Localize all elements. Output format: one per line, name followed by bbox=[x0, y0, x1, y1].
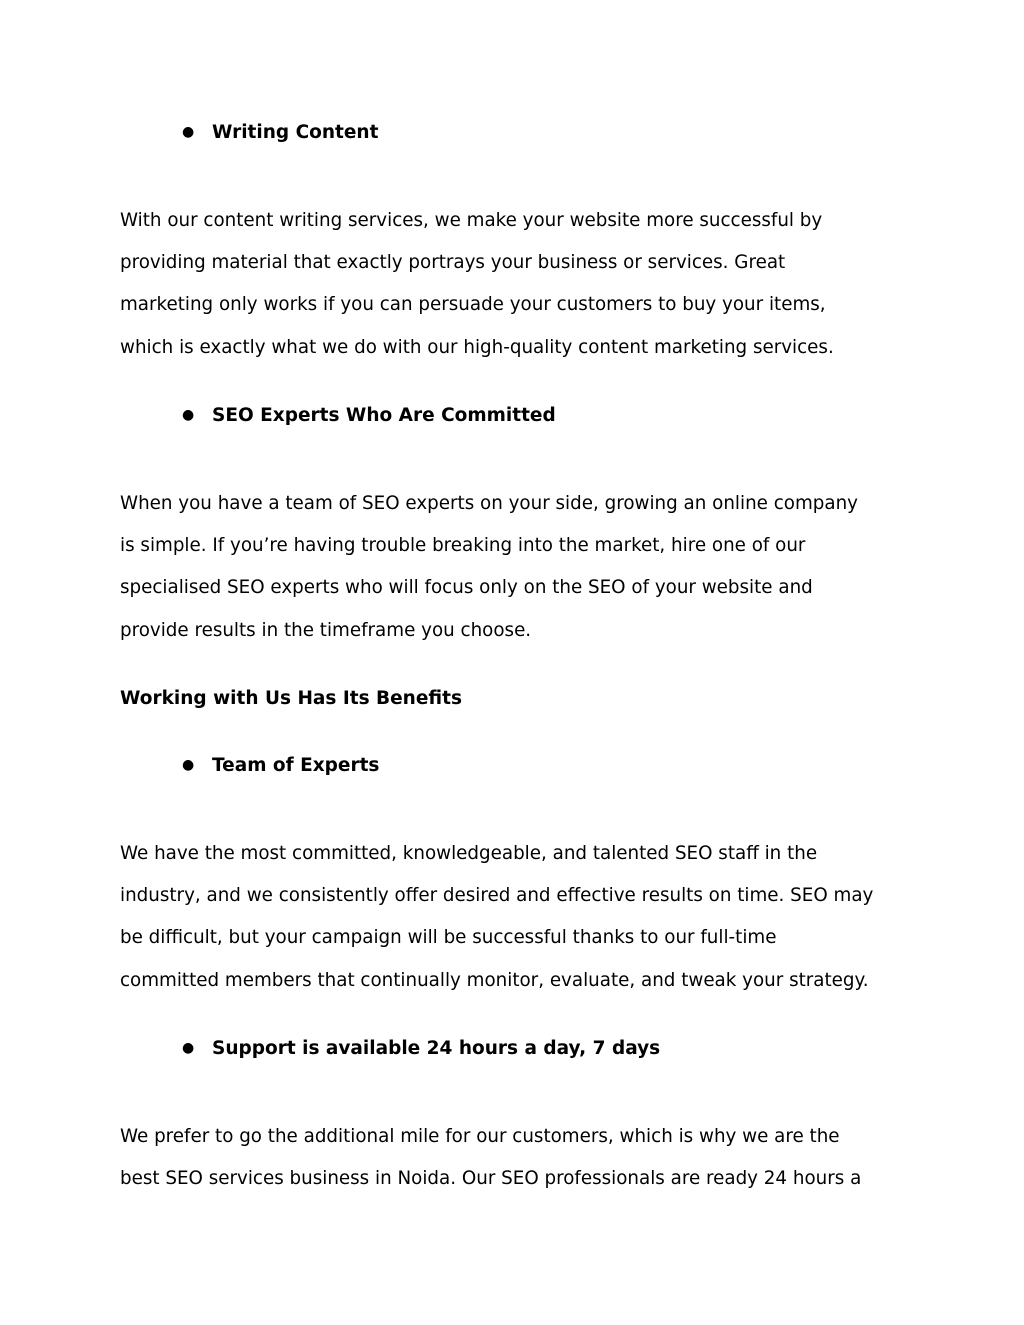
bullet-heading-seo-experts bbox=[182, 401, 556, 429]
bullet-icon: ● bbox=[182, 124, 195, 140]
paragraph-line: With our content writing services, we make your website more successful by bbox=[120, 210, 823, 231]
section-heading-benefits: Working with Us Has Its Benefits bbox=[120, 687, 462, 709]
paragraph-line: industry, and we consistently offer desired and effective results on time. SEO may bbox=[120, 885, 874, 907]
paragraph-line: provide results in the timeframe you choose. bbox=[120, 619, 532, 641]
heading-text: SEO Experts Who Are Committed bbox=[212, 404, 556, 426]
paragraph-line: providing material that exactly portrays your business or services. Great bbox=[120, 252, 786, 274]
paragraph-line: committed members that continually monitor, evaluate, and tweak your strategy. bbox=[120, 969, 869, 991]
paragraph-line: best SEO services business in Noida. Our SEO professionals are ready 24 hours a bbox=[120, 1168, 862, 1190]
paragraph-line: which is exactly what we do with our high-quality content marketing services. bbox=[120, 336, 834, 358]
paragraph-support bbox=[120, 1116, 910, 1200]
paragraph-writing-content bbox=[120, 200, 910, 369]
paragraph-line: When you have a team of SEO experts on your side, growing an online company bbox=[120, 493, 858, 514]
paragraph-team-of-experts bbox=[120, 833, 910, 1002]
paragraph-line: is simple. If you’re having trouble breaking into the market, hire one of our bbox=[120, 535, 806, 557]
bullet-icon: ● bbox=[182, 757, 195, 773]
heading-text: Writing Content bbox=[212, 121, 379, 143]
bullet-icon: ● bbox=[182, 407, 195, 423]
bullet-icon: ● bbox=[182, 1040, 195, 1056]
paragraph-line: marketing only works if you can persuade your customers to buy your items, bbox=[120, 294, 826, 316]
bullet-heading-support bbox=[182, 1034, 660, 1062]
paragraph-line: be difficult, but your campaign will be successful thanks to our full-time bbox=[120, 927, 777, 949]
paragraph-line: specialised SEO experts who will focus only on the SEO of your website and bbox=[120, 577, 813, 599]
paragraph-line: We prefer to go the additional mile for our customers, which is why we are the bbox=[120, 1126, 840, 1147]
heading-text: Support is available 24 hours a day, 7 days bbox=[212, 1037, 661, 1059]
paragraph-seo-experts bbox=[120, 483, 910, 652]
bullet-heading-team-of-experts bbox=[182, 751, 379, 779]
heading-text: Team of Experts bbox=[212, 754, 380, 776]
paragraph-line: We have the most committed, knowledgeable, and talented SEO staff in the bbox=[120, 843, 818, 864]
bullet-heading-writing-content bbox=[182, 118, 378, 146]
